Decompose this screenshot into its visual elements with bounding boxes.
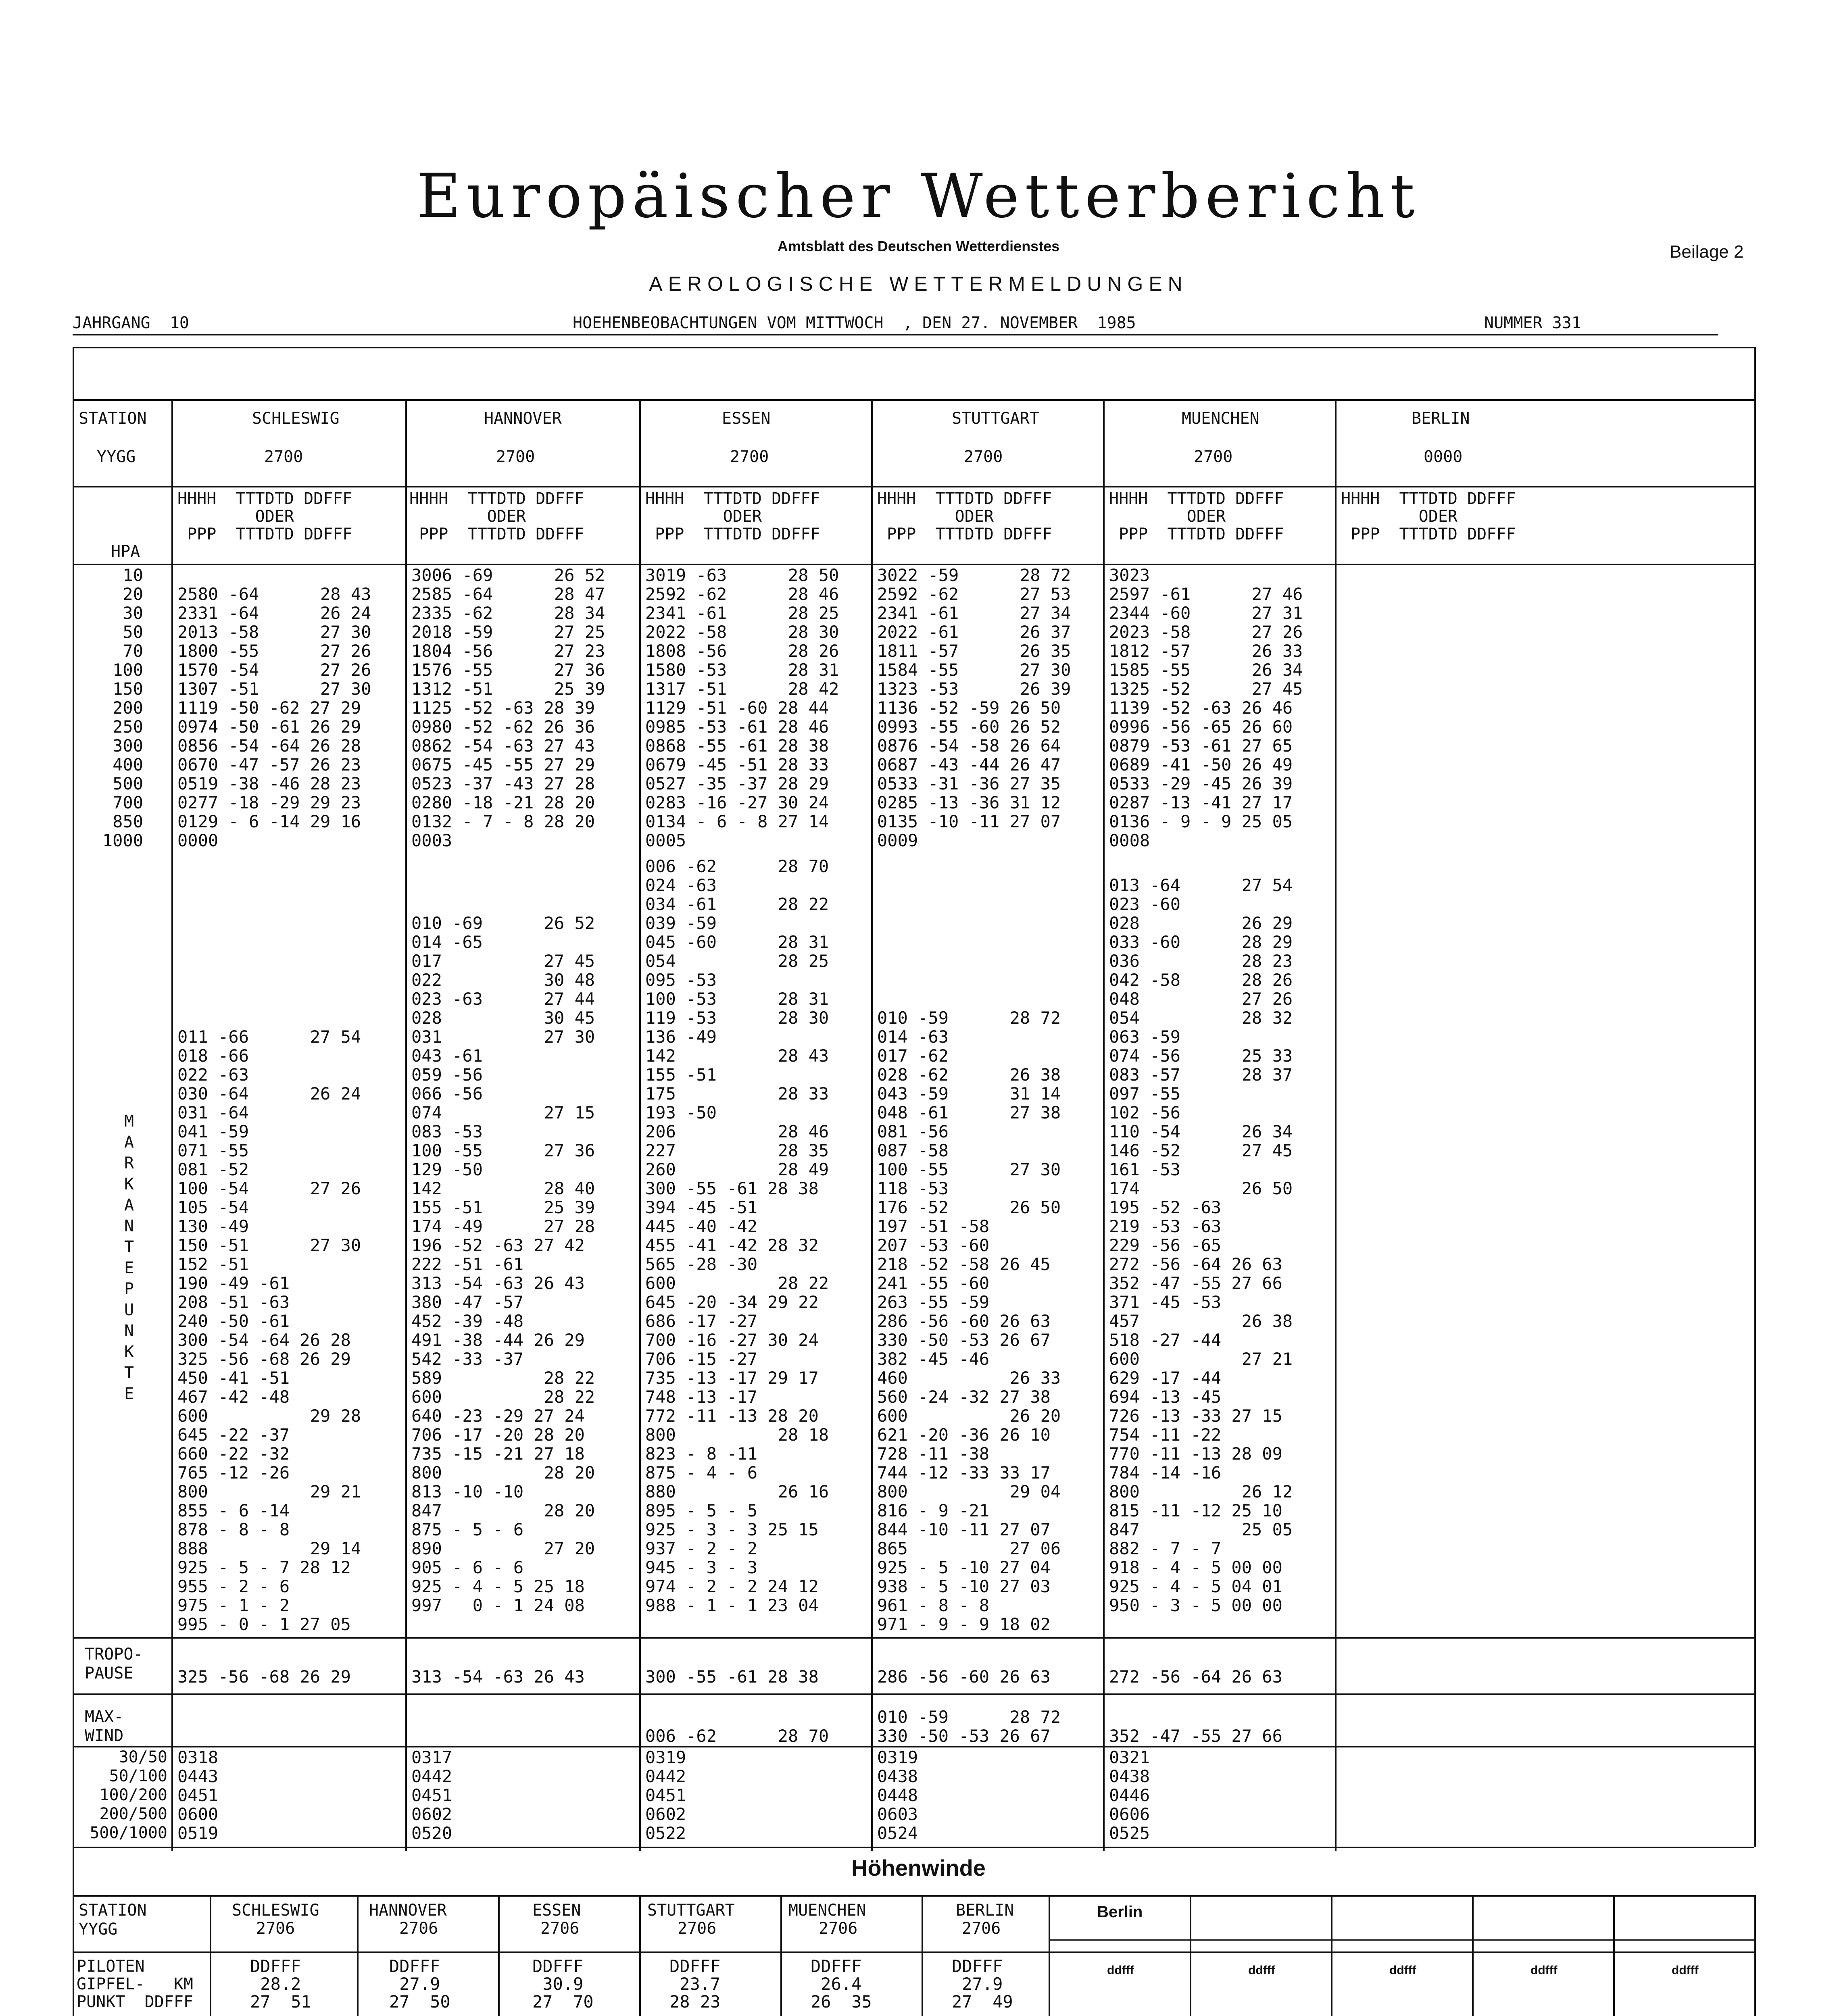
winds-col-divider-11 bbox=[1613, 1895, 1615, 2016]
winds-yygg-muenchen: 2706 bbox=[819, 1919, 858, 1938]
maxwind-rule bbox=[73, 1693, 1754, 1695]
supplement-label: Beilage 2 bbox=[1670, 242, 1744, 262]
col-divider-2 bbox=[405, 399, 407, 1851]
column-head-hannover: HHHH TTTDTD DDFFF ODER PPP TTTDTD DDFFF bbox=[409, 489, 584, 544]
header-rule-2 bbox=[73, 347, 1754, 348]
winds-top-rule bbox=[73, 1847, 1754, 1848]
station-yygg-hannover: 2700 bbox=[496, 448, 535, 466]
ddfff-head-2: ddfff bbox=[1248, 1964, 1275, 1977]
column-head-muenchen: HHHH TTTDTD DDFFF ODER PPP TTTDTD DDFFF bbox=[1109, 489, 1284, 544]
station-name-hannover: HANNOVER bbox=[484, 409, 562, 428]
table-right-border bbox=[1754, 347, 1756, 1847]
tropopause-hannover: 313 -54 -63 26 43 bbox=[411, 1667, 585, 1687]
winds-yygg-berlin: 2706 bbox=[962, 1919, 1001, 1938]
winds-col-divider-5 bbox=[780, 1895, 782, 2016]
standard-levels-hannover: 3006 -69 26 52 2585 -64 28 47 2335 -62 28 34 2018 -59 27 25 1804 -56 27 23 1576 -55 27 36 1312 -51 25 39 1125 -52 -63 28 39 0980 -52 -62 26 36 0862 -54 -63 27 43 0675 -45 -55 27 29 0523 -37 -43 27 28 0280 -18 -21 28 20 0132 - 7 - 8 28 20 0003 bbox=[411, 565, 605, 850]
winds-station-rule bbox=[73, 1951, 1754, 1953]
winds-right-border bbox=[1754, 1895, 1756, 2016]
ddfff-head-1: ddfff bbox=[1107, 1964, 1134, 1977]
maxwind-stuttgart: 010 -59 28 72 330 -50 -53 26 67 bbox=[877, 1707, 1061, 1746]
table-top-rule bbox=[73, 399, 1754, 401]
column-head-schleswig: HHHH TTTDTD DDFFF ODER PPP TTTDTD DDFFF bbox=[177, 489, 352, 544]
tropopause-label: TROPO- PAUSE bbox=[85, 1645, 143, 1683]
winds-col-divider-10 bbox=[1472, 1895, 1474, 2016]
significant-levels-essen: 006 -62 28 70 024 -63 034 -61 28 22 039 -59 045 -60 28 31 054 28 25 095 -53 100 -53 28 31 119 -53 28 30 136 -49 142 28 43 155 -51 175 28 33 193 -50 206 28 46 227 28 35 260 28 49 300 -55 -61 28 38 394 -45 -51 445 -40 -42 455 -41 -42 28 32 565 -28 -30 600 28 22 645 -20 -34 29 22 686 -17 -27 700 -16 -27 30 24 706 -15 -27 735 -13 -17 29 17 748 -13 -17 772 -11 -13 28 20 800 28 18 823 - 8 -11 875 - 4 - 6 880 26 16 895 - 5 - 5 925 - 3 - 3 25 15 937 - 2 - 2 945 - 3 - 3 974 - 2 - 2 24 12 988 - 1 - 1 23 04 bbox=[645, 856, 829, 1615]
station-name-schleswig: SCHLESWIG bbox=[252, 409, 340, 428]
ddfff-head-5: ddfff bbox=[1672, 1964, 1699, 1977]
winds-station-berlin: BERLIN bbox=[956, 1901, 1014, 1920]
winds-col-divider-2 bbox=[357, 1895, 359, 2016]
layer-labels: 30/50 50/100 100/200 200/500 500/1000 bbox=[90, 1748, 167, 1842]
piloten-schleswig: DDFFF 28.2 27 51 bbox=[250, 1956, 311, 2012]
winds-col-divider-9 bbox=[1331, 1895, 1332, 2016]
table-left-border bbox=[73, 347, 74, 2016]
piloten-hannover: DDFFF 27.9 27 50 bbox=[389, 1956, 450, 2012]
section-title: AEROLOGISCHE WETTERMELDUNGEN bbox=[649, 273, 1188, 295]
yygg-label: YYGG bbox=[97, 448, 136, 466]
maxwind-essen: 006 -62 28 70 bbox=[645, 1726, 829, 1746]
winds-title: Höhenwinde bbox=[851, 1855, 986, 1881]
layers-hannover: 0317 0442 0451 0602 0520 bbox=[411, 1747, 452, 1843]
station-name-muenchen: MUENCHEN bbox=[1182, 409, 1259, 428]
observation-date: HOEHENBEOBACHTUNGEN VOM MITTWOCH , DEN 27. NOVEMBER 1985 bbox=[573, 314, 1136, 332]
col-divider-3 bbox=[639, 399, 641, 1851]
layers-stuttgart: 0319 0438 0448 0603 0524 bbox=[877, 1747, 918, 1843]
volume-label: JAHRGANG 10 bbox=[73, 314, 189, 332]
tropopause-stuttgart: 286 -56 -60 26 63 bbox=[877, 1667, 1051, 1687]
col-divider-4 bbox=[871, 399, 873, 1851]
maxwind-label: MAX- WIND bbox=[85, 1708, 124, 1745]
station-name-stuttgart: STUTTGART bbox=[952, 409, 1039, 428]
standard-levels-stuttgart: 3022 -59 28 72 2592 -62 27 53 2341 -61 27 34 2022 -61 26 37 1811 -57 26 35 1584 -55 27 30 1323 -53 26 39 1136 -52 -59 26 50 0993 -55 -60 26 52 0876 -54 -58 26 64 0687 -43 -44 26 47 0533 -31 -36 27 35 0285 -13 -36 31 12 0135 -10 -11 27 07 0009 bbox=[877, 565, 1071, 850]
winds-col-divider-3 bbox=[498, 1895, 500, 2016]
berlin-grid-rule bbox=[1049, 1939, 1754, 1941]
issue-number: NUMMER 331 bbox=[1484, 314, 1581, 332]
layers-muenchen: 0321 0438 0446 0606 0525 bbox=[1109, 1747, 1150, 1843]
winds-station-muenchen: MUENCHEN bbox=[788, 1901, 866, 1920]
winds-yygg-essen: 2706 bbox=[540, 1919, 580, 1938]
standard-levels-essen: 3019 -63 28 50 2592 -62 28 46 2341 -61 28 25 2022 -58 28 30 1808 -56 28 26 1580 -53 28 31 1317 -51 28 42 1129 -51 -60 28 44 0985 -53 -61 28 46 0868 -55 -61 28 38 0679 -45 -51 28 33 0527 -35 -37 28 29 0283 -16 -27 30 24 0134 - 6 - 8 27 14 0005 bbox=[645, 565, 839, 850]
col-divider-5 bbox=[1103, 399, 1105, 1851]
ddfff-head-4: ddfff bbox=[1530, 1964, 1558, 1977]
winds-yygg-schleswig: 2706 bbox=[256, 1919, 295, 1938]
ddfff-head-3: ddfff bbox=[1389, 1964, 1416, 1977]
station-yygg-berlin: 0000 bbox=[1424, 448, 1463, 466]
winds-title-rule bbox=[73, 1895, 1754, 1897]
station-label: STATION bbox=[79, 409, 147, 428]
station-yygg-essen: 2700 bbox=[730, 448, 769, 466]
winds-station-label: STATION YYGG bbox=[79, 1901, 147, 1939]
station-header-rule bbox=[73, 486, 1754, 487]
berlin-pilot-header: Berlin bbox=[1097, 1903, 1143, 1921]
col-divider-6 bbox=[1335, 399, 1337, 1851]
winds-station-schleswig: SCHLESWIG bbox=[232, 1901, 319, 1920]
station-yygg-muenchen: 2700 bbox=[1194, 448, 1233, 466]
tropopause-rule bbox=[73, 1637, 1754, 1639]
station-yygg-stuttgart: 2700 bbox=[964, 448, 1003, 466]
maxwind-muenchen: 352 -47 -55 27 66 bbox=[1109, 1726, 1282, 1746]
winds-station-hannover: HANNOVER bbox=[369, 1901, 447, 1920]
significant-levels-schleswig: 011 -66 27 54 018 -66 022 -63 030 -64 26 24 031 -64 041 -59 071 -55 081 -52 100 -54 27 26 105 -54 130 -49 150 -51 27 30 152 -51 190 -49 -61 208 -51 -63 240 -50 -61 300 -54 -64 26 28 325 -56 -68 26 29 450 -41 -51 467 -42 -48 600 29 28 645 -22 -37 660 -22 -32 765 -12 -26 800 29 21 855 - 6 -14 878 - 8 - 8 888 29 14 925 - 5 - 7 28 12 955 - 2 - 6 975 - 1 - 2 995 - 0 - 1 27 05 bbox=[177, 1027, 361, 1634]
layers-essen: 0319 0442 0451 0602 0522 bbox=[645, 1747, 686, 1843]
column-head-stuttgart: HHHH TTTDTD DDFFF ODER PPP TTTDTD DDFFF bbox=[877, 489, 1052, 544]
piloten-stuttgart: DDFFF 23.7 28 23 bbox=[669, 1956, 721, 2012]
standard-levels-schleswig: 2580 -64 28 43 2331 -64 26 24 2013 -58 27 30 1800 -55 27 26 1570 -54 27 26 1307 -51 27 30 1119 -50 -62 27 29 0974 -50 -61 26 29 0856 -54 -64 26 28 0670 -47 -57 26 23 0519 -38 -46 28 23 0277 -18 -29 29 23 0129 - 6 -14 29 16 0000 bbox=[177, 584, 371, 850]
station-name-essen: ESSEN bbox=[722, 409, 771, 428]
piloten-essen: DDFFF 30.9 27 70 bbox=[532, 1956, 594, 2012]
piloten-muenchen: DDFFF 26.4 26 35 bbox=[811, 1956, 872, 2012]
significant-levels-hannover: 010 -69 26 52 014 -65 017 27 45 022 30 48 023 -63 27 44 028 30 45 031 27 30 043 -61 059 -56 066 -56 074 27 15 083 -53 100 -55 27 36 129 -50 142 28 40 155 -51 25 39 174 -49 27 28 196 -52 -63 27 42 222 -51 -61 313 -54 -63 26 43 380 -47 -57 452 -39 -48 491 -38 -44 26 29 542 -33 -37 589 28 22 600 28 22 640 -23 -29 27 24 706 -17 -20 28 20 735 -15 -21 27 18 800 28 20 813 -10 -10 847 28 20 875 - 5 - 6 890 27 20 905 - 6 - 6 925 - 4 - 5 25 18 997 0 - 1 24 08 bbox=[411, 913, 595, 1615]
tropopause-essen: 300 -55 -61 28 38 bbox=[645, 1667, 819, 1687]
winds-col-divider-4 bbox=[639, 1895, 641, 2016]
station-yygg-schleswig: 2700 bbox=[264, 448, 303, 466]
header-rule bbox=[73, 334, 1718, 335]
winds-station-stuttgart: STUTTGART bbox=[647, 1901, 735, 1920]
piloten-berlin: DDFFF 27.9 27 49 bbox=[952, 1956, 1013, 2012]
hpa-label: HPA bbox=[111, 542, 140, 561]
winds-yygg-hannover: 2706 bbox=[399, 1919, 438, 1938]
markante-punkte-label: M A R K A N T E P U N K T E bbox=[124, 1112, 134, 1403]
winds-col-divider-1 bbox=[210, 1895, 211, 2016]
standard-levels-muenchen: 3023 2597 -61 27 46 2344 -60 27 31 2023 -58 27 26 1812 -57 26 33 1585 -55 26 34 1325 -52 27 45 1139 -52 -63 26 46 0996 -56 -65 26 60 0879 -53 -61 27 65 0689 -41 -50 26 49 0533 -29 -45 26 39 0287 -13 -41 27 17 0136 - 9 - 9 25 05 0008 bbox=[1109, 565, 1303, 850]
tropopause-schleswig: 325 -56 -68 26 29 bbox=[177, 1667, 351, 1687]
page-title: Europäischer Wetterbericht bbox=[417, 161, 1420, 231]
winds-col-divider-6 bbox=[922, 1895, 923, 2016]
station-name-berlin: BERLIN bbox=[1412, 409, 1470, 428]
hpa-levels: 10 20 30 50 70 100 150 200 250 300 400 500 700 850 1000 bbox=[102, 565, 143, 850]
winds-col-divider-7 bbox=[1049, 1895, 1050, 2016]
significant-levels-muenchen: 013 -64 27 54 023 -60 028 26 29 033 -60 28 29 036 28 23 042 -58 28 26 048 27 26 054 28 32 063 -59 074 -56 25 33 083 -57 28 37 097 -55 102 -56 110 -54 26 34 146 -52 27 45 161 -53 174 26 50 195 -52 -63 219 -53 -63 229 -56 -65 272 -56 -64 26 63 352 -47 -55 27 66 371 -45 -53 457 26 38 518 -27 -44 600 27 21 629 -17 -44 694 -13 -45 726 -13 -33 27 15 754 -11 -22 770 -11 -13 28 09 784 -14 -16 800 26 12 815 -11 -12 25 10 847 25 05 882 - 7 - 7 918 - 4 - 5 00 00 925 - 4 - 5 04 01 950 - 3 - 5 00 00 bbox=[1109, 875, 1293, 1615]
publisher-subtitle: Amtsblatt des Deutschen Wetterdienstes bbox=[777, 238, 1060, 254]
column-head-essen: HHHH TTTDTD DDFFF ODER PPP TTTDTD DDFFF bbox=[645, 489, 820, 544]
winds-yygg-stuttgart: 2706 bbox=[678, 1919, 717, 1938]
tropopause-muenchen: 272 -56 -64 26 63 bbox=[1109, 1667, 1282, 1687]
col-divider-1 bbox=[171, 399, 173, 1851]
layers-schleswig: 0318 0443 0451 0600 0519 bbox=[177, 1747, 219, 1843]
winds-station-essen: ESSEN bbox=[532, 1901, 581, 1920]
column-head-berlin: HHHH TTTDTD DDFFF ODER PPP TTTDTD DDFFF bbox=[1341, 489, 1516, 544]
significant-levels-stuttgart: 010 -59 28 72 014 -63 017 -62 028 -62 26 38 043 -59 31 14 048 -61 27 38 081 -56 087 -58 100 -55 27 30 118 -53 176 -52 26 50 197 -51 -58 207 -53 -60 218 -52 -58 26 45 241 -55 -60 263 -55 -59 286 -56 -60 26 63 330 -50 -53 26 67 382 -45 -46 460 26 33 560 -24 -32 27 38 600 26 20 621 -20 -36 26 10 728 -11 -38 744 -12 -33 33 17 800 29 04 816 - 9 -21 844 -10 -11 27 07 865 27 06 925 - 5 -10 27 04 938 - 5 -10 27 03 961 - 8 - 8 971 - 9 - 9 18 02 bbox=[877, 1008, 1061, 1634]
piloten-label: PILOTEN GIPFEL- KM PUNKT DDFFF bbox=[77, 1957, 193, 2011]
winds-col-divider-8 bbox=[1190, 1895, 1191, 2016]
